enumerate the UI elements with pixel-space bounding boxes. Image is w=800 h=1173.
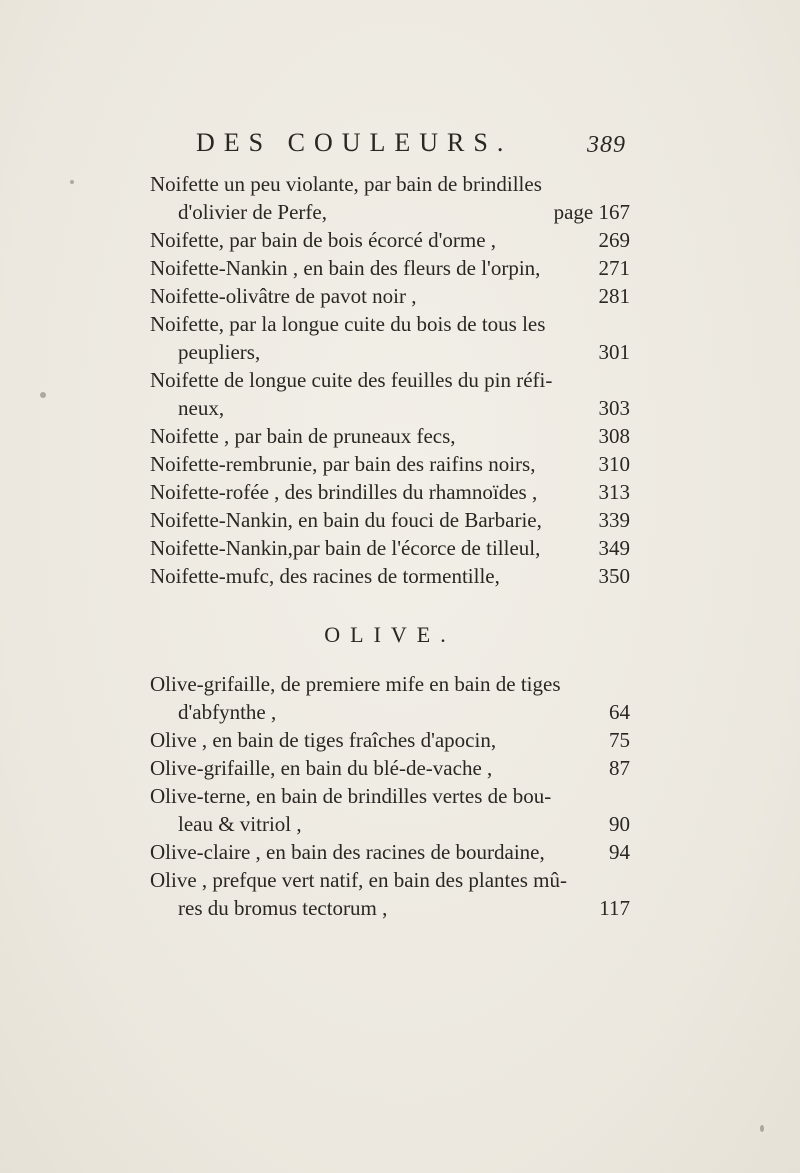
entry-text: Noifette-olivâtre de pavot noir , [150,284,417,308]
entry-line [150,478,630,506]
entry-line [150,170,630,198]
entry-line [150,534,630,562]
index-entry [150,866,630,922]
entry-line [150,838,630,866]
entry-line [150,198,630,226]
entry-text: d'olivier de Perfe, [178,200,327,224]
entry-text: Olive-terne, en bain de brindilles vertes de bou- [150,784,552,808]
entry-page-ref: 90 [609,812,630,836]
index-entry [150,170,630,226]
index-entry [150,422,630,450]
entry-line [150,782,630,810]
entry-line [150,562,630,590]
index-entry [150,366,630,422]
entry-line [150,282,630,310]
entry-text: d'abfynthe , [178,700,277,724]
entry-page-ref: 313 [598,480,630,504]
index-entry [150,838,630,866]
entry-line [150,726,630,754]
section-title: OLIVE. [324,622,456,647]
entry-page-ref: 301 [598,340,630,364]
entry-page-ref: 269 [598,228,630,252]
running-title: DES COULEURS. [196,128,513,157]
entry-text: Noifette-Nankin,par bain de l'écorce de tilleul, [150,536,541,560]
entry-text: Noifette-Nankin , en bain des fleurs de l'orpin, [150,256,541,280]
entry-line [150,754,630,782]
entry-group-noisette [150,170,630,590]
entry-page-ref: 339 [598,508,630,532]
running-header [196,128,626,164]
entry-page-ref: 349 [598,536,630,560]
entry-line [150,422,630,450]
index-entry [150,450,630,478]
entry-text: Noifette-Nankin, en bain du fouci de Barbarie, [150,508,542,532]
index-entry [150,226,630,254]
index-entry [150,310,630,366]
entry-text: Noifette-mufc, des racines de tormentille, [150,564,500,588]
entry-line [150,338,630,366]
entry-text: leau & vitriol , [178,812,302,836]
entry-page-ref: 87 [609,756,630,780]
entry-page-ref: 303 [598,396,630,420]
section-heading [150,606,630,664]
entry-page-ref: 64 [609,700,630,724]
entry-page-ref: 308 [598,424,630,448]
entry-page-ref: 350 [598,564,630,588]
entry-line [150,254,630,282]
entry-group-olive [150,670,630,922]
entry-line [150,506,630,534]
index-entry [150,478,630,506]
entry-page-ref: 94 [609,840,630,864]
page-number: 389 [587,132,626,158]
entry-text: Noifette, par bain de bois écorcé d'orme , [150,228,497,252]
entry-text: Olive , prefque vert natif, en bain des plantes mû- [150,868,567,892]
entry-line [150,866,630,894]
entry-text: peupliers, [178,340,261,364]
entry-line [150,226,630,254]
entry-text: Noifette-rembrunie, par bain des raifins noirs, [150,452,536,476]
index-entry [150,782,630,838]
entry-text: Noifette, par la longue cuite du bois de tous les [150,312,546,336]
index-entries [150,170,630,922]
index-entry [150,506,630,534]
paper-spot [760,1125,764,1132]
entry-text: neux, [178,396,225,420]
entry-line [150,894,630,922]
entry-line [150,310,630,338]
entry-line [150,810,630,838]
entry-text: Olive-claire , en bain des racines de bourdaine, [150,840,545,864]
entry-text: Olive-grifaille, de premiere mife en bain de tiges [150,672,561,696]
entry-text: Noifette , par bain de pruneaux fecs, [150,424,456,448]
entry-page-ref: 75 [609,728,630,752]
entry-line [150,394,630,422]
entry-text: Olive-grifaille, en bain du blé-de-vache , [150,756,493,780]
index-entry [150,754,630,782]
entry-page-ref: 281 [598,284,630,308]
entry-line [150,450,630,478]
paper-spot [40,392,46,398]
entry-text: Noifette-rofée , des brindilles du rhamnoïdes , [150,480,538,504]
entry-page-ref: 117 [599,896,630,920]
entry-text: Olive , en bain de tiges fraîches d'apocin, [150,728,497,752]
entry-line [150,698,630,726]
entry-page-ref: 271 [598,256,630,280]
index-entry [150,534,630,562]
index-entry [150,726,630,754]
entry-page-ref: 310 [598,452,630,476]
index-entry [150,562,630,590]
entry-text: Noifette un peu violante, par bain de brindilles [150,172,542,196]
entry-text: res du bromus tectorum , [178,896,388,920]
paper-spot [70,180,74,184]
entry-line [150,366,630,394]
index-entry [150,282,630,310]
entry-page-ref: page 167 [553,200,630,224]
index-entry [150,254,630,282]
entry-line [150,670,630,698]
index-entry [150,670,630,726]
entry-text: Noifette de longue cuite des feuilles du pin réfi- [150,368,553,392]
